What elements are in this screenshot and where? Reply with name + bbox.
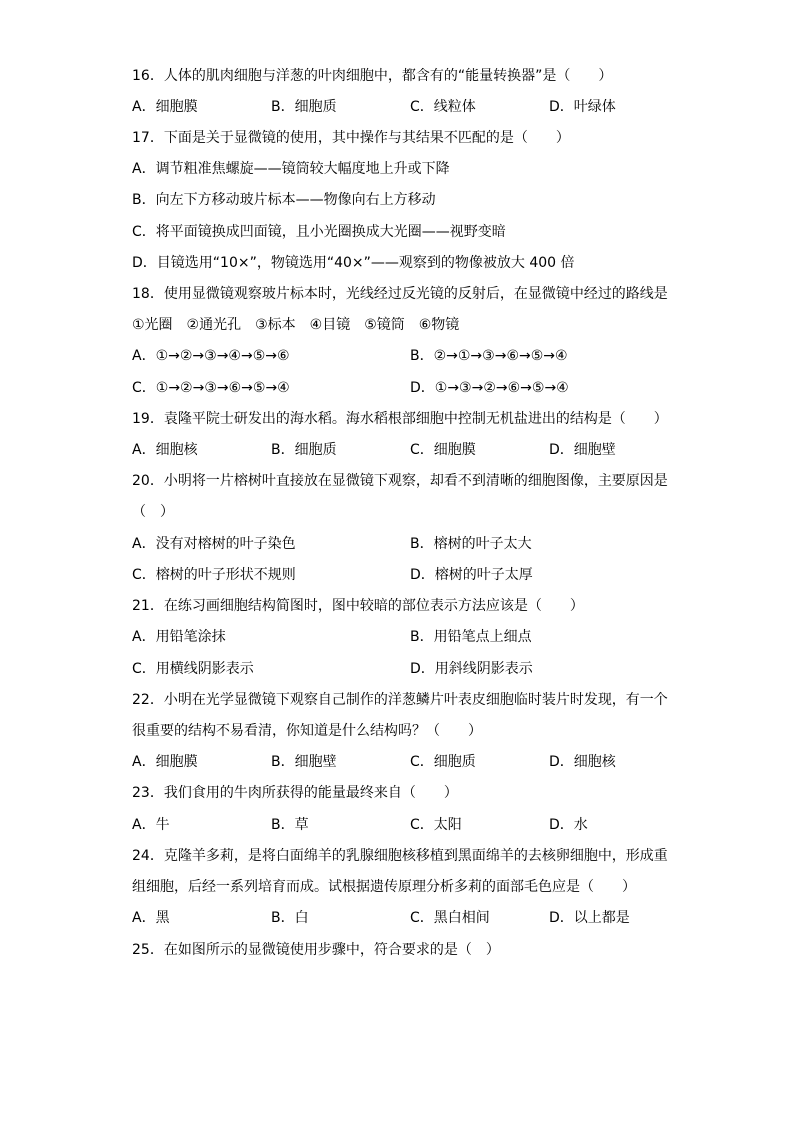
q22-option-b: B．细胞壁 — [271, 754, 337, 770]
q18-option-b: B．②→①→③→⑥→⑤→④ — [410, 348, 568, 364]
q20-option-b: B．榕树的叶子太大 — [410, 536, 532, 552]
q22-option-a: A．细胞膜 — [132, 754, 198, 770]
q17-option-d: D．目镜选用“10×”，物镜选用“40×”——观察到的物像被放大 400 倍 — [132, 255, 575, 271]
q17-option-b: B．向左下方移动玻片标本——物像向右上方移动 — [132, 192, 436, 208]
q24-option-c: C．黑白相间 — [410, 910, 490, 926]
q23-option-b: B．草 — [271, 817, 309, 833]
q18-option-c: C．①→②→③→⑥→⑤→④ — [132, 380, 290, 396]
q18-option-a: A．①→②→③→④→⑤→⑥ — [132, 348, 290, 364]
q24-option-b: B．白 — [271, 910, 309, 926]
q22-option-c: C．细胞质 — [410, 754, 476, 770]
question-21-stem: 21．在练习画细胞结构简图时，图中较暗的部位表示方法应该是（ ） — [132, 598, 584, 614]
q24-option-a: A．黑 — [132, 910, 170, 926]
q19-option-b: B．细胞质 — [271, 442, 337, 458]
question-18-stem: 18．使用显微镜观察玻片标本时，光线经过反光镜的反射后，在显微镜中经过的路线是 — [132, 286, 668, 302]
question-22-stem-cont: 很重要的结构不易看清，你知道是什么结构吗？（ ） — [132, 723, 482, 739]
q16-option-d: D．叶绿体 — [549, 99, 616, 115]
q23-option-d: D．水 — [549, 817, 588, 833]
q21-option-a: A．用铅笔涂抹 — [132, 629, 226, 645]
q16-option-c: C．线粒体 — [410, 99, 476, 115]
q21-option-b: B．用铅笔点上细点 — [410, 629, 532, 645]
question-19-stem: 19．袁隆平院士研发出的海水稻。海水稻根部细胞中控制无机盐进出的结构是（ ） — [132, 411, 668, 427]
q16-option-b: B．细胞质 — [271, 99, 337, 115]
question-20-stem: 20．小明将一片榕树叶直接放在显微镜下观察，却看不到清晰的细胞图像，主要原因是 — [132, 473, 668, 489]
q21-option-c: C．用横线阴影表示 — [132, 661, 254, 677]
q24-option-d: D．以上都是 — [549, 910, 630, 926]
question-25-stem: 25．在如图所示的显微镜使用步骤中，符合要求的是（ ） — [132, 942, 500, 958]
q18-option-d: D．①→③→②→⑥→⑤→④ — [410, 380, 569, 396]
q22-option-d: D．细胞核 — [549, 754, 616, 770]
question-18-items: ①光圈 ②通光孔 ③标本 ④目镜 ⑤镜筒 ⑥物镜 — [132, 317, 460, 333]
q20-option-a: A．没有对榕树的叶子染色 — [132, 536, 296, 552]
q20-option-c: C．榕树的叶子形状不规则 — [132, 567, 296, 583]
question-24-stem-cont: 组细胞，后经一系列培育而成。试根据遗传原理分析多莉的面部毛色应是（ ） — [132, 879, 636, 895]
q21-option-d: D．用斜线阴影表示 — [410, 661, 533, 677]
q23-option-a: A．牛 — [132, 817, 170, 833]
q20-option-d: D．榕树的叶子太厚 — [410, 567, 533, 583]
q19-option-d: D．细胞壁 — [549, 442, 616, 458]
q19-option-a: A．细胞核 — [132, 442, 198, 458]
q17-option-c: C．将平面镜换成凹面镜，且小光圈换成大光圈——视野变暗 — [132, 224, 506, 240]
q23-option-c: C．太阳 — [410, 817, 462, 833]
question-20-stem-cont: （ ） — [132, 504, 174, 520]
question-16-stem: 16．人体的肌肉细胞与洋葱的叶肉细胞中，都含有的“能量转换器”是（ ） — [132, 68, 613, 84]
question-22-stem: 22．小明在光学显微镜下观察自己制作的洋葱鳞片叶表皮细胞临时装片时发现，有一个 — [132, 692, 668, 708]
q17-option-a: A．调节粗准焦螺旋——镜筒较大幅度地上升或下降 — [132, 161, 450, 177]
q19-option-c: C．细胞膜 — [410, 442, 476, 458]
question-23-stem: 23．我们食用的牛肉所获得的能量最终来自（ ） — [132, 785, 458, 801]
question-24-stem: 24．克隆羊多莉，是将白面绵羊的乳腺细胞核移植到黑面绵羊的去核卵细胞中，形成重 — [132, 848, 668, 864]
q16-option-a: A．细胞膜 — [132, 99, 198, 115]
question-17-stem: 17．下面是关于显微镜的使用，其中操作与其结果不匹配的是（ ） — [132, 130, 570, 146]
